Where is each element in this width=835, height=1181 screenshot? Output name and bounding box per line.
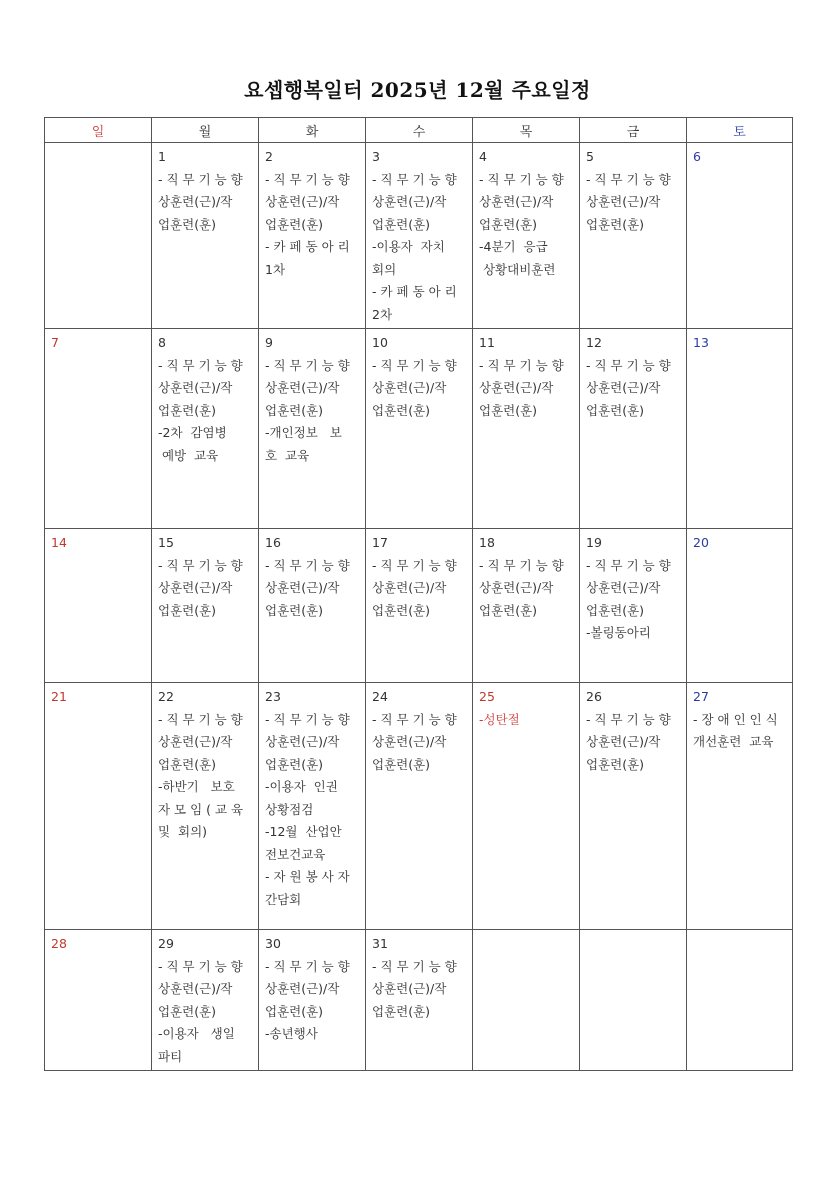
- day-cell: [152, 930, 259, 1071]
- week-row: [45, 683, 793, 930]
- day-cell: [259, 143, 366, 329]
- day-number: 8: [158, 335, 166, 350]
- day-number: 24: [372, 689, 388, 704]
- week-row: [45, 143, 793, 329]
- weekday-header-sun: 일: [45, 118, 152, 143]
- event-item: -볼링동아리: [586, 625, 651, 640]
- day-number: 20: [693, 535, 709, 550]
- day-number: 11: [479, 335, 495, 350]
- day-cell: [687, 529, 793, 683]
- day-cell: [45, 329, 152, 529]
- event-item: -2차 감염병 예방 교육: [158, 425, 227, 463]
- day-number: 26: [586, 689, 602, 704]
- event-item: - 자 원 봉 사 자 간담회: [265, 869, 350, 907]
- page-title: 요셉행복일터 2025년 12월 주요일정: [244, 78, 591, 102]
- event-item: - 직 무 기 능 향 상훈련(근)/작 업훈련(훈): [479, 171, 564, 232]
- day-number: 18: [479, 535, 495, 550]
- day-number: 31: [372, 936, 388, 951]
- event-item: - 직 무 기 능 향 상훈련(근)/작 업훈련(훈): [586, 171, 671, 232]
- week-row: [45, 930, 793, 1071]
- event-item: - 장 애 인 인 식 개선훈련 교육: [693, 711, 778, 749]
- event-item: - 직 무 기 능 향 상훈련(근)/작 업훈련(훈): [479, 557, 564, 618]
- event-item: - 직 무 기 능 향 상훈련(근)/작 업훈련(훈): [372, 711, 457, 772]
- event-item: -이용자 자치 회의: [372, 239, 445, 277]
- event-item: -이용자 인권 상황점검: [265, 779, 338, 817]
- event-item: - 카 페 동 아 리 2차: [372, 284, 457, 322]
- event-item: - 직 무 기 능 향 상훈련(근)/작 업훈련(훈): [265, 171, 350, 232]
- event-item: - 직 무 기 능 향 상훈련(근)/작 업훈련(훈): [158, 711, 243, 772]
- event-item: - 직 무 기 능 향 상훈련(근)/작 업훈련(훈): [372, 171, 457, 232]
- event-item: -하반기 보호 자 모 임 ( 교 육 및 회의): [158, 779, 244, 839]
- day-cell: [473, 529, 580, 683]
- day-cell: [473, 329, 580, 529]
- day-cell: [259, 683, 366, 930]
- event-item: - 직 무 기 능 향 상훈련(근)/작 업훈련(훈): [265, 711, 350, 772]
- event-item: - 직 무 기 능 향 상훈련(근)/작 업훈련(훈): [158, 171, 243, 232]
- day-cell: [45, 683, 152, 930]
- event-item: - 직 무 기 능 향 상훈련(근)/작 업훈련(훈): [158, 357, 243, 418]
- day-number: 30: [265, 936, 281, 951]
- event-item: -이용자 생일 파티: [158, 1026, 235, 1064]
- day-cell: [580, 683, 687, 930]
- day-number: 1: [158, 149, 166, 164]
- weekday-header-wed: 수: [366, 118, 473, 143]
- event-item: - 직 무 기 능 향 상훈련(근)/작 업훈련(훈): [586, 711, 671, 772]
- day-cell: [152, 529, 259, 683]
- day-cell: [152, 683, 259, 930]
- day-number: 15: [158, 535, 174, 550]
- event-item: - 직 무 기 능 향 상훈련(근)/작 업훈련(훈): [372, 958, 457, 1019]
- day-number: 2: [265, 149, 273, 164]
- day-cell: [45, 529, 152, 683]
- day-number: 5: [586, 149, 594, 164]
- event-item: - 직 무 기 능 향 상훈련(근)/작 업훈련(훈): [586, 357, 671, 418]
- day-cell: [580, 529, 687, 683]
- day-cell: [366, 529, 473, 683]
- day-cell: [473, 143, 580, 329]
- day-number: 3: [372, 149, 380, 164]
- day-cell: [366, 683, 473, 930]
- day-number: 22: [158, 689, 174, 704]
- day-cell: [259, 529, 366, 683]
- day-cell: [366, 143, 473, 329]
- weekday-header-fri: 금: [580, 118, 687, 143]
- day-number: 13: [693, 335, 709, 350]
- event-item: - 직 무 기 능 향 상훈련(근)/작 업훈련(훈): [586, 557, 671, 618]
- weekday-header-sat: 토: [687, 118, 793, 143]
- event-item: - 직 무 기 능 향 상훈련(근)/작 업훈련(훈): [158, 557, 243, 618]
- day-cell: [45, 930, 152, 1071]
- day-number: 21: [51, 689, 67, 704]
- day-cell: [687, 683, 793, 930]
- weekday-header-row: [45, 118, 793, 143]
- day-number: 16: [265, 535, 281, 550]
- day-number: 27: [693, 689, 709, 704]
- day-cell: [366, 930, 473, 1071]
- event-item: - 직 무 기 능 향 상훈련(근)/작 업훈련(훈): [158, 958, 243, 1019]
- day-number: 25: [479, 689, 495, 704]
- calendar-table: [44, 117, 793, 1071]
- event-item: -12월 산업안 전보건교육: [265, 824, 342, 862]
- day-number: 9: [265, 335, 273, 350]
- day-cell: [259, 930, 366, 1071]
- day-cell: [687, 930, 793, 1071]
- weekday-header-thu: 목: [473, 118, 580, 143]
- day-cell: [473, 930, 580, 1071]
- event-item: - 직 무 기 능 향 상훈련(근)/작 업훈련(훈): [265, 958, 350, 1019]
- event-item: -성탄절: [479, 711, 520, 727]
- event-item: - 직 무 기 능 향 상훈련(근)/작 업훈련(훈): [479, 357, 564, 418]
- day-number: 23: [265, 689, 281, 704]
- weekday-header-mon: 월: [152, 118, 259, 143]
- event-item: - 직 무 기 능 향 상훈련(근)/작 업훈련(훈): [265, 357, 350, 418]
- event-item: - 직 무 기 능 향 상훈련(근)/작 업훈련(훈): [372, 557, 457, 618]
- day-number: 28: [51, 936, 67, 951]
- week-row: [45, 329, 793, 529]
- event-item: - 카 페 동 아 리 1차: [265, 239, 350, 277]
- day-number: 6: [693, 149, 701, 164]
- day-number: 17: [372, 535, 388, 550]
- event-item: -개인정보 보 호 교육: [265, 425, 342, 463]
- day-number: 12: [586, 335, 602, 350]
- event-item: - 직 무 기 능 향 상훈련(근)/작 업훈련(훈): [265, 557, 350, 618]
- day-number: 10: [372, 335, 388, 350]
- day-cell: [687, 329, 793, 529]
- day-number: 7: [51, 335, 59, 350]
- day-cell: [45, 143, 152, 329]
- day-number: 29: [158, 936, 174, 951]
- day-cell: [580, 143, 687, 329]
- event-item: -송년행사: [265, 1026, 318, 1041]
- day-cell: [366, 329, 473, 529]
- event-item: -4분기 응급 상황대비훈련: [479, 239, 556, 277]
- day-number: 14: [51, 535, 67, 550]
- day-cell: [259, 329, 366, 529]
- day-cell: [580, 930, 687, 1071]
- event-item: - 직 무 기 능 향 상훈련(근)/작 업훈련(훈): [372, 357, 457, 418]
- day-number: 19: [586, 535, 602, 550]
- weekday-header-tue: 화: [259, 118, 366, 143]
- day-cell: [473, 683, 580, 930]
- day-cell: [152, 329, 259, 529]
- day-number: 4: [479, 149, 487, 164]
- week-row: [45, 529, 793, 683]
- day-cell: [152, 143, 259, 329]
- day-cell: [580, 329, 687, 529]
- day-cell: [687, 143, 793, 329]
